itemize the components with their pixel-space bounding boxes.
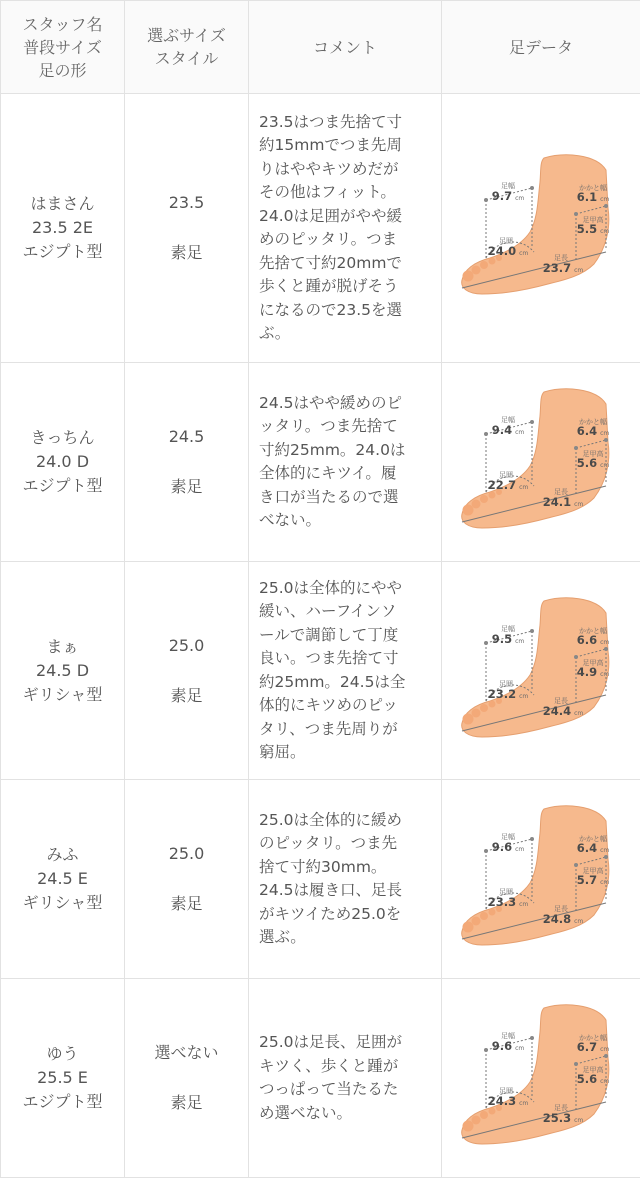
foot-data-cell [442,979,640,1178]
point-icon [604,855,608,859]
heel-unit: cm [600,1046,609,1053]
length-unit: cm [574,267,583,274]
width-unit: cm [515,429,524,436]
girth-value: 24.3 [488,1094,516,1108]
width-label: 足幅 [501,181,515,190]
girth-label: 足囲 [499,236,513,245]
toe-icon [472,917,481,926]
comment-line: 25.0は足長、足囲が [259,1031,430,1055]
comment-line: のピッタリ。つま先 [259,832,430,856]
width-unit: cm [515,846,524,853]
header-staff-line: スタッフ名 [1,13,124,36]
width-value: 9.7 [492,189,512,203]
length-label: 足長 [554,253,568,262]
width-label: 足幅 [501,624,515,633]
usual-size: 24.5 D [1,659,124,683]
girth-label: 足囲 [499,887,513,896]
comment-line: 約25mm。24.5は全 [259,671,430,695]
instep-label: 足甲高 [583,449,604,458]
comment-cell [249,562,442,780]
instep-unit: cm [600,228,609,235]
style: 素足 [125,892,248,916]
length-label: 足長 [554,487,568,496]
foot-data-cell [442,363,640,562]
toe-icon [472,266,481,275]
comment-cell [249,979,442,1178]
table-body [1,94,640,1178]
comment-line: ールで調節して丁度 [259,624,430,648]
comment-line: 良い。つま先捨て寸 [259,647,430,671]
header-size [125,1,249,94]
point-icon [530,837,534,841]
toe-icon [489,492,496,499]
width-label: 足幅 [501,1031,515,1040]
comment-line: つっぱって当たるた [259,1078,430,1102]
comment-line: ッタリ。つま先捨て [259,415,430,439]
girth-unit: cm [519,250,528,257]
comment-line: になるので23.5を選 [259,299,430,323]
comment-line: キツく、歩くと踵が [259,1055,430,1079]
instep-unit: cm [600,462,609,469]
instep-unit: cm [600,671,609,678]
length-unit: cm [574,501,583,508]
heel-value: 6.6 [577,633,597,647]
table-row [1,94,640,363]
table-row [1,363,640,562]
comment-line: 約15mmでつま先周 [259,134,430,158]
comment-cell [249,363,442,562]
header-staff [1,1,125,94]
foot-shape: ギリシャ型 [1,891,124,915]
point-icon [484,849,488,853]
girth-label: 足囲 [499,1086,513,1095]
staff-cell [1,979,125,1178]
instep-value: 5.6 [577,456,597,470]
table-row [1,780,640,979]
heel-label: かかと幅 [579,1033,607,1042]
comment-line: めのピッタリ。つま [259,228,430,252]
length-unit: cm [574,918,583,925]
size-cell [125,780,249,979]
instep-label: 足甲高 [583,1065,604,1074]
toe-icon [480,495,488,503]
girth-label: 足囲 [499,679,513,688]
comment-line: 全体的にキツイ。履 [259,462,430,486]
comment-line: 24.5は履き口、足長 [259,879,430,903]
header-staff-line: 普段サイズ [1,36,124,59]
length-value: 24.8 [543,912,571,926]
usual-size: 23.5 2E [1,216,124,240]
width-value: 9.4 [492,423,512,437]
comment-line: 歩くと踵が脱げそう [259,275,430,299]
point-icon [574,863,578,867]
point-icon [574,655,578,659]
toe-icon [463,713,474,724]
point-icon [574,446,578,450]
comment-line: 25.0は全体的にやや [259,577,430,601]
chosen-size: 25.0 [125,842,248,866]
comment-line: 23.5はつま先捨て寸 [259,111,430,135]
instep-value: 5.6 [577,1072,597,1086]
heel-unit: cm [600,430,609,437]
toe-icon [472,500,481,509]
usual-size: 25.5 E [1,1066,124,1090]
chosen-size: 24.5 [125,425,248,449]
point-icon [484,198,488,202]
comment-line: 捨て寸約30mm。 [259,856,430,880]
instep-label: 足甲高 [583,658,604,667]
style: 素足 [125,475,248,499]
point-icon [574,1062,578,1066]
toe-icon [489,258,496,265]
comment-line: ぶ。 [259,322,430,346]
width-value-text [492,423,525,437]
style: 素足 [125,1091,248,1115]
comment-line: べない。 [259,509,430,533]
toe-icon [489,700,496,707]
staff-name: まぁ [1,635,124,659]
foot-data-cell [442,780,640,979]
usual-size: 24.5 E [1,867,124,891]
width-unit: cm [515,1045,524,1052]
staff-name: みふ [1,843,124,867]
toe-icon [463,271,474,282]
size-cell [125,979,249,1178]
length-value: 25.3 [543,1111,571,1125]
toe-icon [472,1116,481,1125]
width-unit: cm [515,638,524,645]
toe-icon [463,505,474,516]
comment-line: りはややキツめだが [259,158,430,182]
comment-line: 25.0は全体的に緩め [259,809,430,833]
toe-icon [480,1111,488,1119]
chosen-size: 23.5 [125,191,248,215]
girth-unit: cm [519,1100,528,1107]
heel-label: かかと幅 [579,626,607,635]
heel-label: かかと幅 [579,183,607,192]
point-icon [530,629,534,633]
header-staff-line: 足の形 [1,59,124,82]
comment-line: 体的にキツめのピッ [259,694,430,718]
toe-icon [480,261,488,269]
heel-value: 6.4 [577,841,597,855]
foot-diagram [456,998,626,1158]
instep-unit: cm [600,1078,609,1085]
girth-value: 23.2 [488,687,516,701]
toe-icon [463,1121,474,1132]
comment-line: め選べない。 [259,1102,430,1126]
comment-line: 先捨て寸約20mmで [259,252,430,276]
staff-name: はまさん [1,192,124,216]
foot-data-cell [442,94,640,363]
length-label: 足長 [554,696,568,705]
staff-name: ゆう [1,1042,124,1066]
width-value: 9.5 [492,632,512,646]
instep-unit: cm [600,879,609,886]
length-label: 足長 [554,904,568,913]
length-value: 23.7 [543,261,571,275]
girth-value: 23.3 [488,895,516,909]
style: 素足 [125,684,248,708]
girth-value: 24.0 [488,244,516,258]
width-value-text [492,1039,525,1053]
instep-value: 5.5 [577,222,597,236]
length-label: 足長 [554,1103,568,1112]
comment-line: がキツイため25.0を [259,903,430,927]
foot-diagram [456,148,626,308]
foot-shape: ギリシャ型 [1,683,124,707]
width-unit: cm [515,195,524,202]
point-icon [604,1054,608,1058]
instep-label: 足甲高 [583,215,604,224]
chosen-size: 25.0 [125,634,248,658]
point-icon [484,1048,488,1052]
point-icon [604,204,608,208]
comment-line: 24.5はやや緩めのピ [259,392,430,416]
girth-unit: cm [519,901,528,908]
staff-cell [1,780,125,979]
heel-value: 6.1 [577,190,597,204]
point-icon [484,432,488,436]
length-value: 24.1 [543,495,571,509]
size-cell [125,562,249,780]
point-icon [484,641,488,645]
foot-shape: エジプト型 [1,474,124,498]
table-row [1,979,640,1178]
header-foot-data: 足データ [442,1,640,94]
instep-value: 4.9 [577,665,597,679]
toe-icon [463,922,474,933]
foot-shape: エジプト型 [1,1090,124,1114]
style: 素足 [125,241,248,265]
chosen-size: 選べない [125,1041,248,1065]
width-value-text [492,632,525,646]
comment-line: 緩い、ハーフインソ [259,600,430,624]
comment-line: 選ぶ。 [259,926,430,950]
size-cell [125,94,249,363]
heel-unit: cm [600,639,609,646]
instep-value: 5.7 [577,873,597,887]
instep-label: 足甲高 [583,866,604,875]
foot-data-cell [442,562,640,780]
comment-line: その他はフィット。 [259,181,430,205]
girth-value: 22.7 [488,478,516,492]
width-label: 足幅 [501,415,515,424]
comment-line: 寸約25mm。24.0は [259,439,430,463]
comment-line: タリ、つま先周りが [259,718,430,742]
comment-line: 24.0は足囲がやや緩 [259,205,430,229]
header-row [1,1,640,94]
girth-unit: cm [519,484,528,491]
heel-label: かかと幅 [579,834,607,843]
point-icon [530,186,534,190]
toe-icon [480,912,488,920]
width-value: 9.6 [492,1039,512,1053]
toe-icon [472,708,481,717]
usual-size: 24.0 D [1,450,124,474]
foot-diagram [456,382,626,542]
point-icon [604,438,608,442]
table-row [1,562,640,780]
foot-shape: エジプト型 [1,240,124,264]
width-value-text [492,189,525,203]
toe-icon [489,1108,496,1115]
length-unit: cm [574,1117,583,1124]
heel-value: 6.7 [577,1040,597,1054]
header-comment: コメント [249,1,442,94]
point-icon [604,647,608,651]
foot-diagram [456,799,626,959]
point-icon [574,212,578,216]
size-cell [125,363,249,562]
comment-line: 窮屈。 [259,741,430,765]
staff-cell [1,363,125,562]
girth-unit: cm [519,693,528,700]
point-icon [530,1036,534,1040]
girth-label: 足囲 [499,470,513,479]
header-size-line: 選ぶサイズ [125,24,248,47]
comment-cell [249,94,442,363]
staff-name: きっちん [1,426,124,450]
staff-cell [1,94,125,363]
length-unit: cm [574,710,583,717]
width-value: 9.6 [492,840,512,854]
width-value-text [492,840,525,854]
heel-unit: cm [600,196,609,203]
header-size-line: スタイル [125,47,248,70]
foot-diagram [456,591,626,751]
toe-icon [480,704,488,712]
width-label: 足幅 [501,832,515,841]
staff-cell [1,562,125,780]
length-value: 24.4 [543,704,571,718]
heel-value: 6.4 [577,424,597,438]
comment-cell [249,780,442,979]
heel-label: かかと幅 [579,417,607,426]
toe-icon [489,909,496,916]
point-icon [530,420,534,424]
comment-line: き口が当たるので選 [259,486,430,510]
heel-unit: cm [600,847,609,854]
